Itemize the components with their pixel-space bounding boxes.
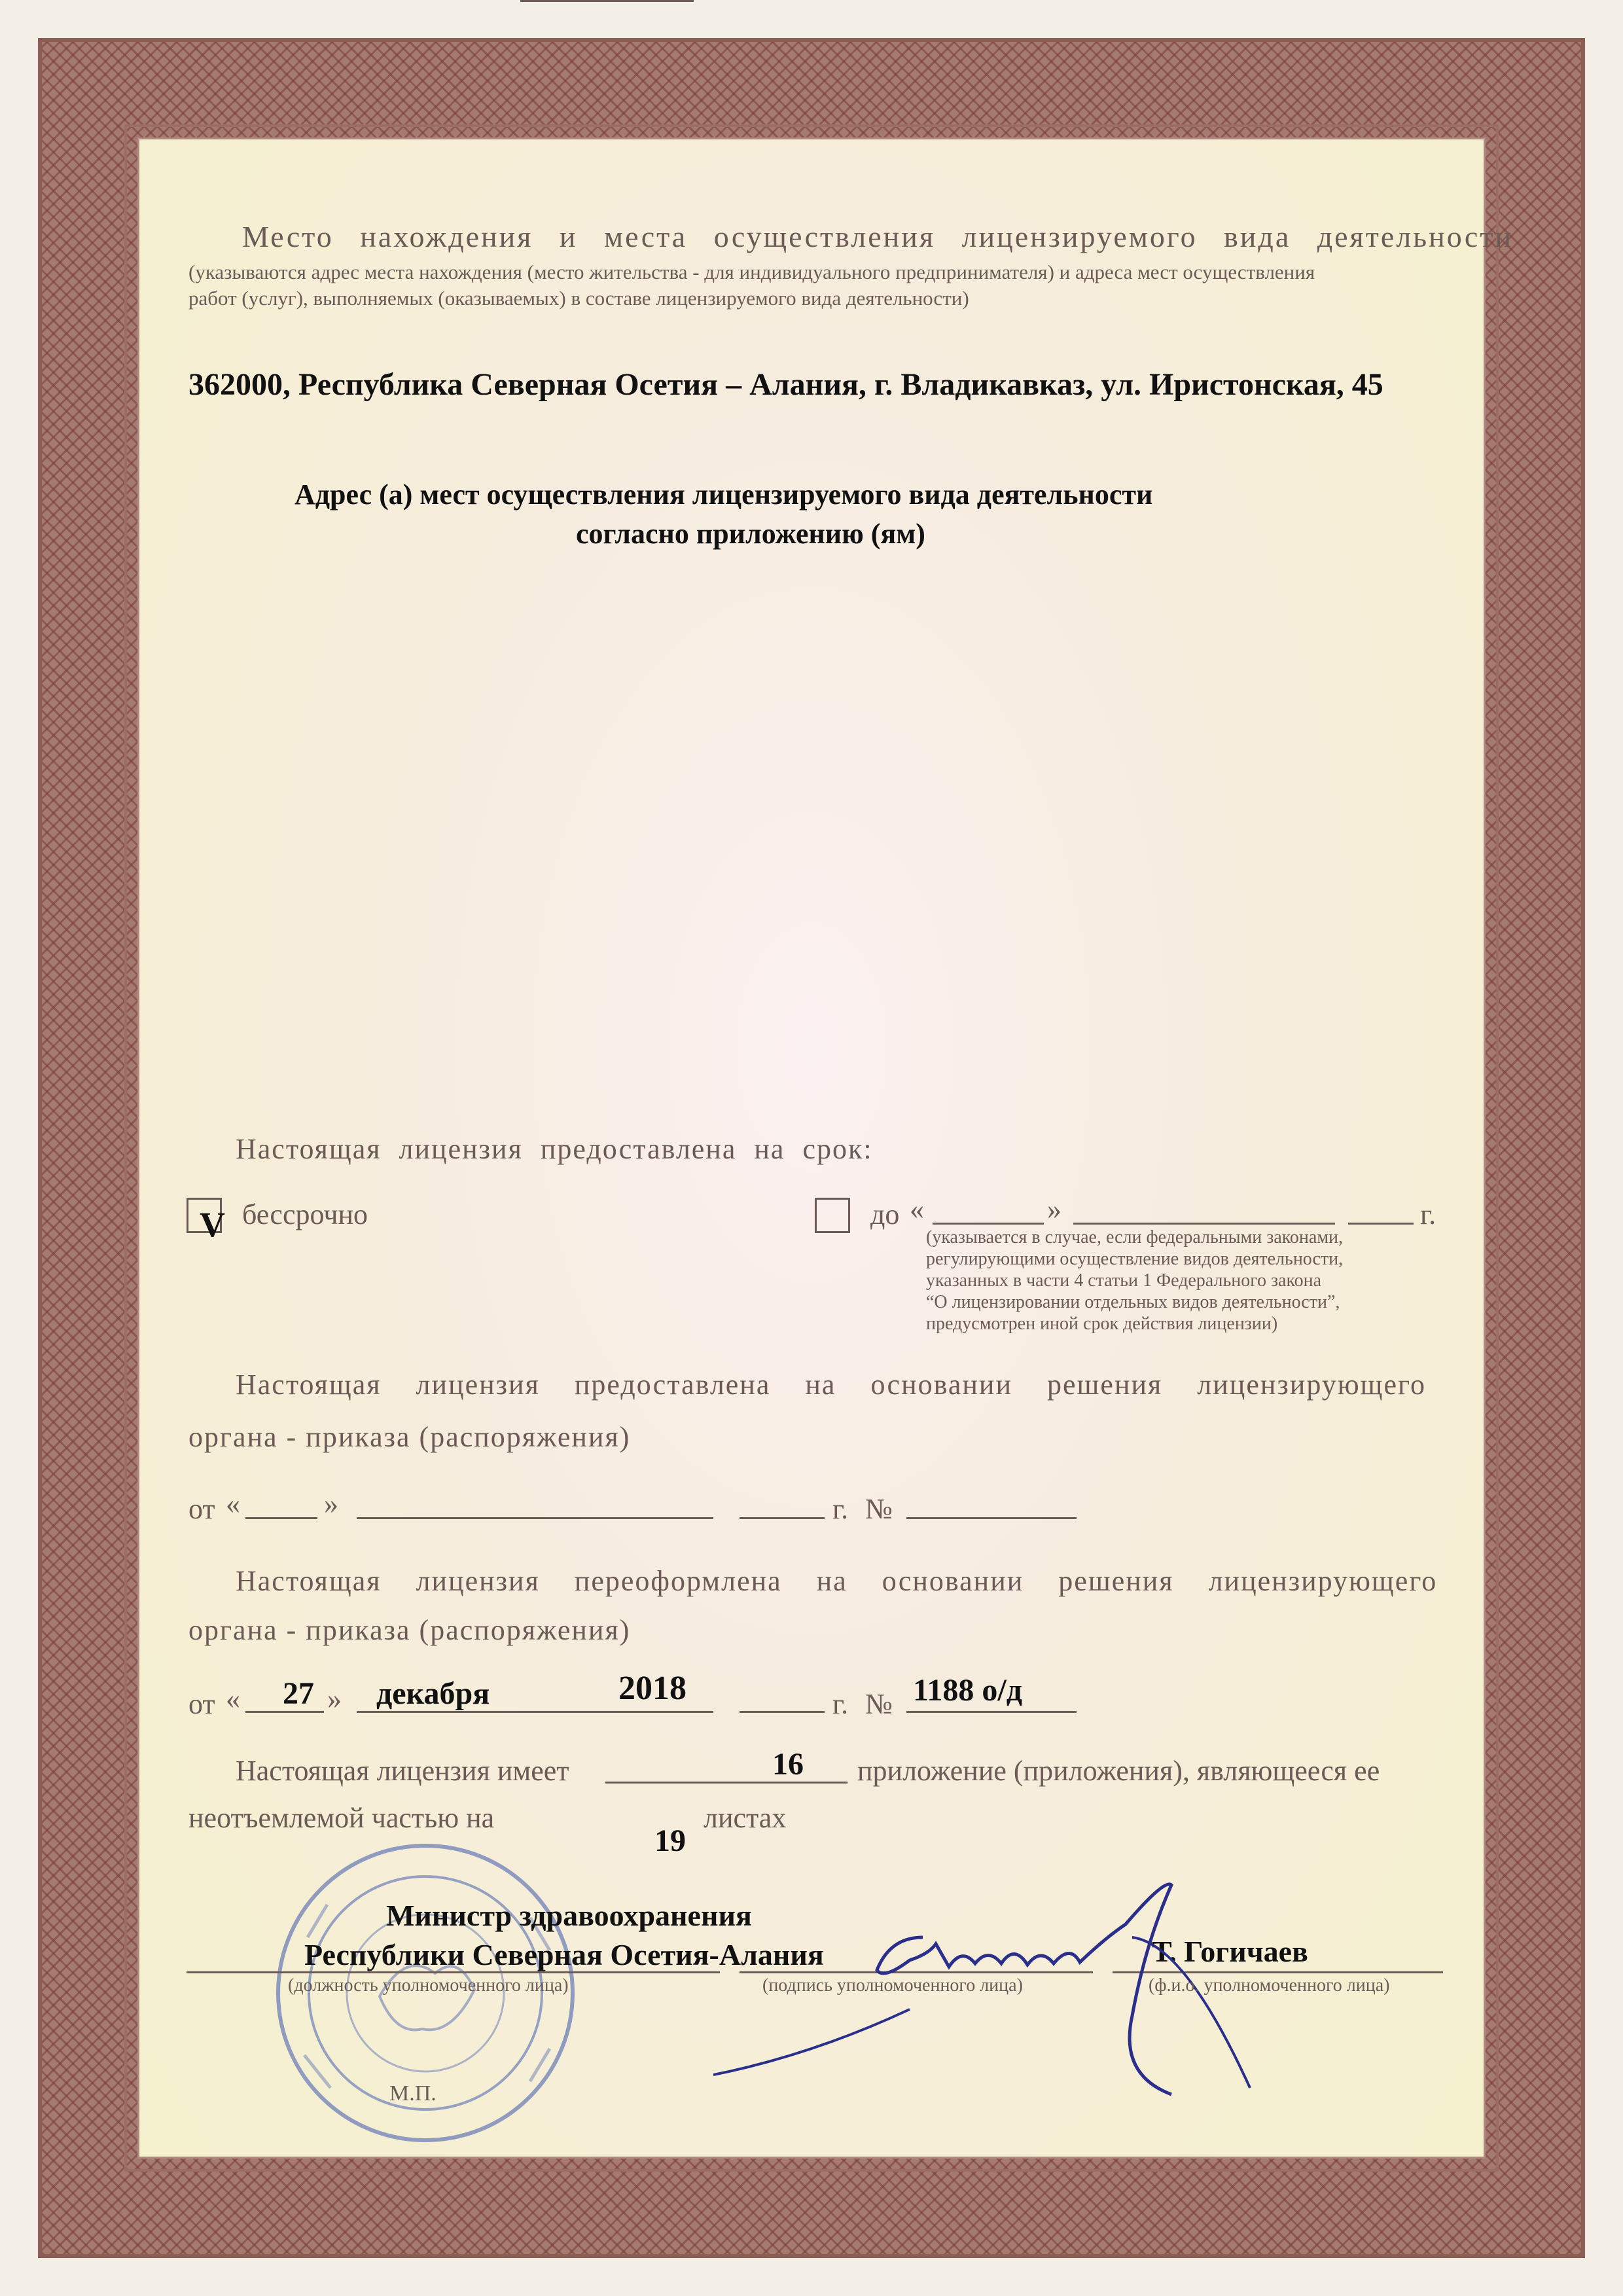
reissued-year-line	[740, 1711, 825, 1713]
signer-position-line2: Республики Северная Осетия-Алания	[304, 1938, 824, 1971]
term-label: Настоящая лицензия предоставлена на срок:	[236, 1133, 873, 1165]
seal-place: М.П.	[389, 2081, 437, 2106]
reissued-line1: Настоящая лицензия переоформлена на основании решения лицензирующего	[236, 1565, 1438, 1597]
until-note-line5: предусмотрен иной срок действия лицензии)	[926, 1314, 1278, 1334]
places-heading-line2: согласно приложению (ям)	[576, 518, 925, 550]
granted-number-line	[906, 1517, 1077, 1519]
appendix-text-b: приложение (приложения), являющееся ее	[857, 1755, 1380, 1787]
appendix-text-d: листах	[704, 1802, 787, 1834]
until-note-line2: регулирующими осуществление видов деятельности,	[926, 1249, 1344, 1269]
appendix-text-c: неотъемлемой частью на	[188, 1802, 495, 1834]
appendix-text-a: Настоящая лицензия имеет	[236, 1755, 569, 1787]
sheets-count: 19	[654, 1823, 686, 1858]
reissued-number: 1188 о/д	[913, 1673, 1022, 1708]
granted-day-line	[245, 1517, 317, 1519]
reissued-num-sign: №	[865, 1688, 893, 1720]
position-line	[187, 1971, 720, 1973]
reissued-day: 27	[283, 1676, 314, 1711]
granted-close-quote: »	[324, 1488, 338, 1520]
indefinite-check-mark: V	[200, 1205, 225, 1244]
until-note-line3: указанных в части 4 статьи 1 Федерального закона	[926, 1270, 1322, 1291]
until-month-line	[1073, 1223, 1335, 1225]
granted-from-prefix: от	[188, 1493, 215, 1525]
granted-year-suffix: г.	[832, 1493, 849, 1525]
granted-num-sign: №	[865, 1493, 893, 1525]
caption-position: (должность уполномоченного лица)	[288, 1975, 569, 1996]
appendix-count-line	[605, 1782, 847, 1784]
reissued-year: 2018	[618, 1670, 687, 1707]
reissued-month: декабря	[376, 1676, 490, 1711]
sheets-count-line	[520, 0, 694, 2]
reissued-year-suffix: г.	[832, 1688, 849, 1720]
until-checkbox	[815, 1198, 850, 1233]
license-address: 362000, Республика Северная Осетия – Алания, г. Владикавказ, ул. Иристонская, 45	[188, 367, 1383, 402]
appendix-count: 16	[772, 1747, 804, 1782]
handwritten-signature	[713, 1839, 1276, 2101]
until-close-quote: »	[1047, 1193, 1061, 1225]
until-day-line	[933, 1223, 1044, 1225]
until-suffix: г.	[1420, 1198, 1436, 1230]
reissued-line2: органа - приказа (распоряжения)	[188, 1614, 631, 1646]
signer-name: Т. Гогичаев	[1152, 1935, 1308, 1968]
caption-signature: (подпись уполномоченного лица)	[762, 1975, 1023, 1996]
location-heading: Место нахождения и места осуществления лицензируемого вида деятельности	[242, 220, 1514, 253]
location-note-line1: (указываются адрес места нахождения (место жительства - для индивидуального предпринимателя) и адреса мест осуществления	[188, 260, 1315, 283]
reissued-from-prefix: от	[188, 1688, 215, 1720]
granted-line2: органа - приказа (распоряжения)	[188, 1421, 631, 1453]
granted-month-line	[357, 1517, 713, 1519]
indefinite-label: бессрочно	[242, 1198, 368, 1230]
until-note-line1: (указывается в случае, если федеральными законами,	[926, 1227, 1344, 1247]
granted-line1: Настоящая лицензия предоставлена на основании решения лицензирующего	[236, 1369, 1426, 1401]
reissued-close-quote: »	[327, 1683, 342, 1715]
until-prefix: до	[870, 1198, 900, 1230]
until-note-line4: “О лицензировании отдельных видов деятельности”,	[926, 1292, 1340, 1312]
reissued-number-line	[906, 1711, 1077, 1713]
places-heading-line1: Адрес (а) мест осуществления лицензируемого вида деятельности	[294, 478, 1153, 511]
granted-open-quote: «	[226, 1488, 240, 1520]
reissued-open-quote: «	[226, 1683, 240, 1715]
caption-name: (ф.и.о. уполномоченного лица)	[1149, 1975, 1390, 1996]
location-note-line2: работ (услуг), выполняемых (оказываемых) в составе лицензируемого вида деятельности)	[188, 287, 969, 310]
granted-year-line	[740, 1517, 825, 1519]
until-open-quote: «	[910, 1193, 924, 1225]
until-year-line	[1348, 1223, 1414, 1225]
signer-position-line1: Министр здравоохранения	[386, 1899, 752, 1932]
